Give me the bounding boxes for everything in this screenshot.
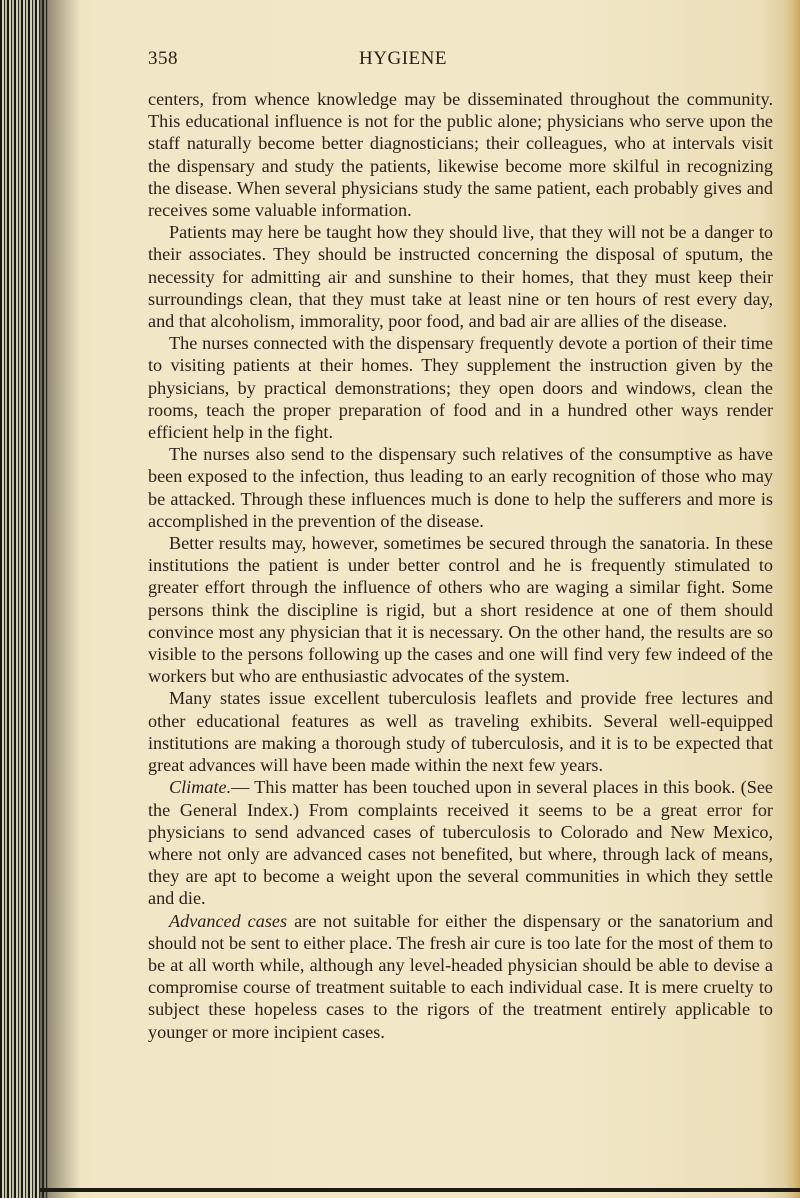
page-number: 358 (148, 48, 178, 69)
body-text (148, 88, 773, 1043)
paragraph: The nurses connected with the dispensary frequently devote a portion of their time to visiting patients at their homes. They supplement the instruction given by the physicians, by practical demonstrations; they open doors and windows, clean the rooms, teach the proper preparation of food and in a hundred other ways render efficient help in the fight. (148, 333, 773, 443)
page-bottom-edge (40, 1188, 800, 1192)
advanced-cases-text: are not suitable for either the dispensary or the sanatorium and should not be sent to either place. The fresh air cure is too late for the most of them to be at all worth while, although any level-headed physician should be able to devise a compromise course of treatment suitable to each individual case. It is mere cruelty to subject these hopeless cases to the rigors of the treatment entirely applicable to younger or more incipient cases. (148, 910, 773, 1042)
climate-heading: Climate. (169, 777, 232, 798)
paragraph-advanced-cases (148, 910, 773, 1043)
binding-shadow (40, 0, 80, 1198)
advanced-cases-heading: Advanced cases (169, 910, 288, 931)
page-right-edge (786, 0, 800, 1198)
paragraph: centers, from whence knowledge may be disseminated throughout the community. This educational influence is not for the public alone; physicians who serve upon the staff naturally become better diagnosticians; their colleagues, who at intervals visit the dispensary and study the patients, likewise become more skilful in recognizing the disease. When several physicians study the same patient, each probably gives and receives some valuable information. (148, 89, 773, 221)
paragraph: Patients may here be taught how they should live, that they will not be a danger to their associates. They should be instructed concerning the disposal of sputum, the necessity for admitting air and sunshine to their homes, that they must keep their surroundings clean, that they must take at least nine or ten hours of rest every day, and that alcoholism, immorality, poor food, and bad air are allies of the disease. (148, 222, 773, 332)
paragraph: Better results may, however, sometimes be secured through the sanatoria. In these institutions the patient is under better control and he is frequently stimulated to greater effort through the influence of others who are waging a similar fight. Some persons think the discipline is rigid, but a short residence at one of them should convince most any physician that it is necessary. On the other hand, the results are so visible to the persons following up the cases and one will find very few indeed of the workers but who are enthusiastic advocates of the system. (148, 533, 773, 687)
running-head (148, 48, 778, 78)
paragraph-climate (148, 776, 773, 909)
running-title: HYGIENE (359, 48, 447, 69)
paragraph: The nurses also send to the dispensary such relatives of the consumptive as have been exposed to the infection, thus leading to an early recognition of those who may be attacked. Through these influences much is done to help the sufferers and more is accomplished in the prevention of the disease. (148, 444, 773, 531)
climate-text: — This matter has been touched upon in several places in this book. (See the General Index.) From complaints received it seems to be a great error for physicians to send advanced cases of tuberculosis to Colorado and New Mexico, where not only are advanced cases not benefited, but where, through lack of means, they are apt to become a weight upon the several communities in which they settle and die. (148, 777, 773, 909)
paragraph: Many states issue excellent tuberculosis leaflets and provide free lectures and other educational features as well as traveling exhibits. Several well-equipped institutions are making a thorough study of tuberculosis, and it is to be expected that great advances will have been made within the next few years. (148, 688, 773, 776)
